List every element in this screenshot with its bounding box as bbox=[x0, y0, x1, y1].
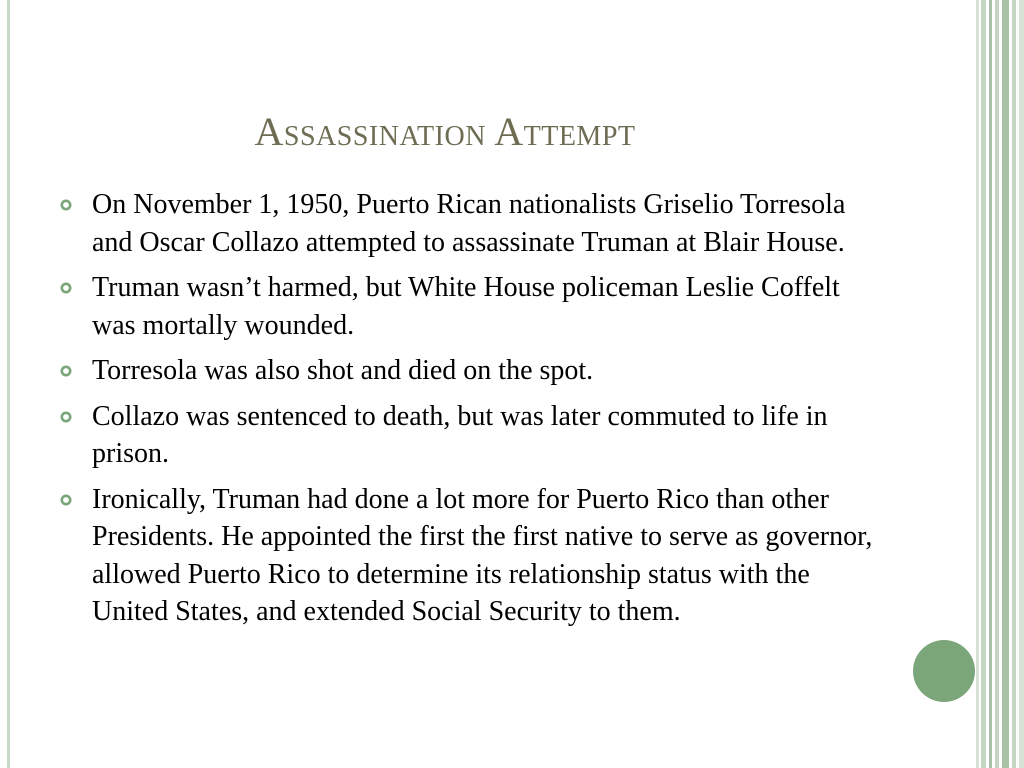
bullet-item bbox=[60, 186, 875, 261]
bullet-text: On November 1, 1950, Puerto Rican nationalists Griselio Torresola and Oscar Collazo attempted to assassinate Truman at Blair House. bbox=[92, 189, 846, 258]
border-stripe bbox=[995, 0, 999, 768]
border-stripe bbox=[976, 0, 979, 768]
bullet-text: Ironically, Truman had done a lot more for Puerto Rico than other Presidents. He appointed the first the first native to serve as governor, allowed Puerto Rico to determine its relationship status with the United States, and extended Social Security to them. bbox=[92, 483, 873, 627]
bullet-list bbox=[60, 186, 875, 639]
bullet-text: Collazo was sentenced to death, but was later commuted to life in prison. bbox=[92, 400, 828, 469]
border-stripe bbox=[1002, 0, 1009, 768]
slide-title: Assassination Attempt bbox=[254, 109, 636, 154]
bullet-item bbox=[60, 481, 875, 631]
ring-bullet-icon bbox=[60, 282, 72, 294]
ring-bullet-icon bbox=[60, 411, 72, 423]
border-stripe bbox=[981, 0, 986, 768]
border-stripe bbox=[989, 0, 992, 768]
ring-bullet-icon bbox=[60, 365, 72, 377]
border-stripe bbox=[1012, 0, 1016, 768]
border-stripe bbox=[1019, 0, 1024, 768]
ring-bullet-icon bbox=[60, 199, 72, 211]
decorative-circle bbox=[913, 640, 975, 702]
bullet-item bbox=[60, 352, 875, 390]
bullet-text: Truman wasn’t harmed, but White House policeman Leslie Coffelt was mortally wounded. bbox=[92, 272, 840, 341]
right-border-decoration bbox=[976, 0, 1024, 768]
ring-bullet-icon bbox=[60, 494, 72, 506]
bullet-text: Torresola was also shot and died on the spot. bbox=[92, 355, 594, 386]
bullet-item bbox=[60, 398, 875, 473]
bullet-item bbox=[60, 269, 875, 344]
